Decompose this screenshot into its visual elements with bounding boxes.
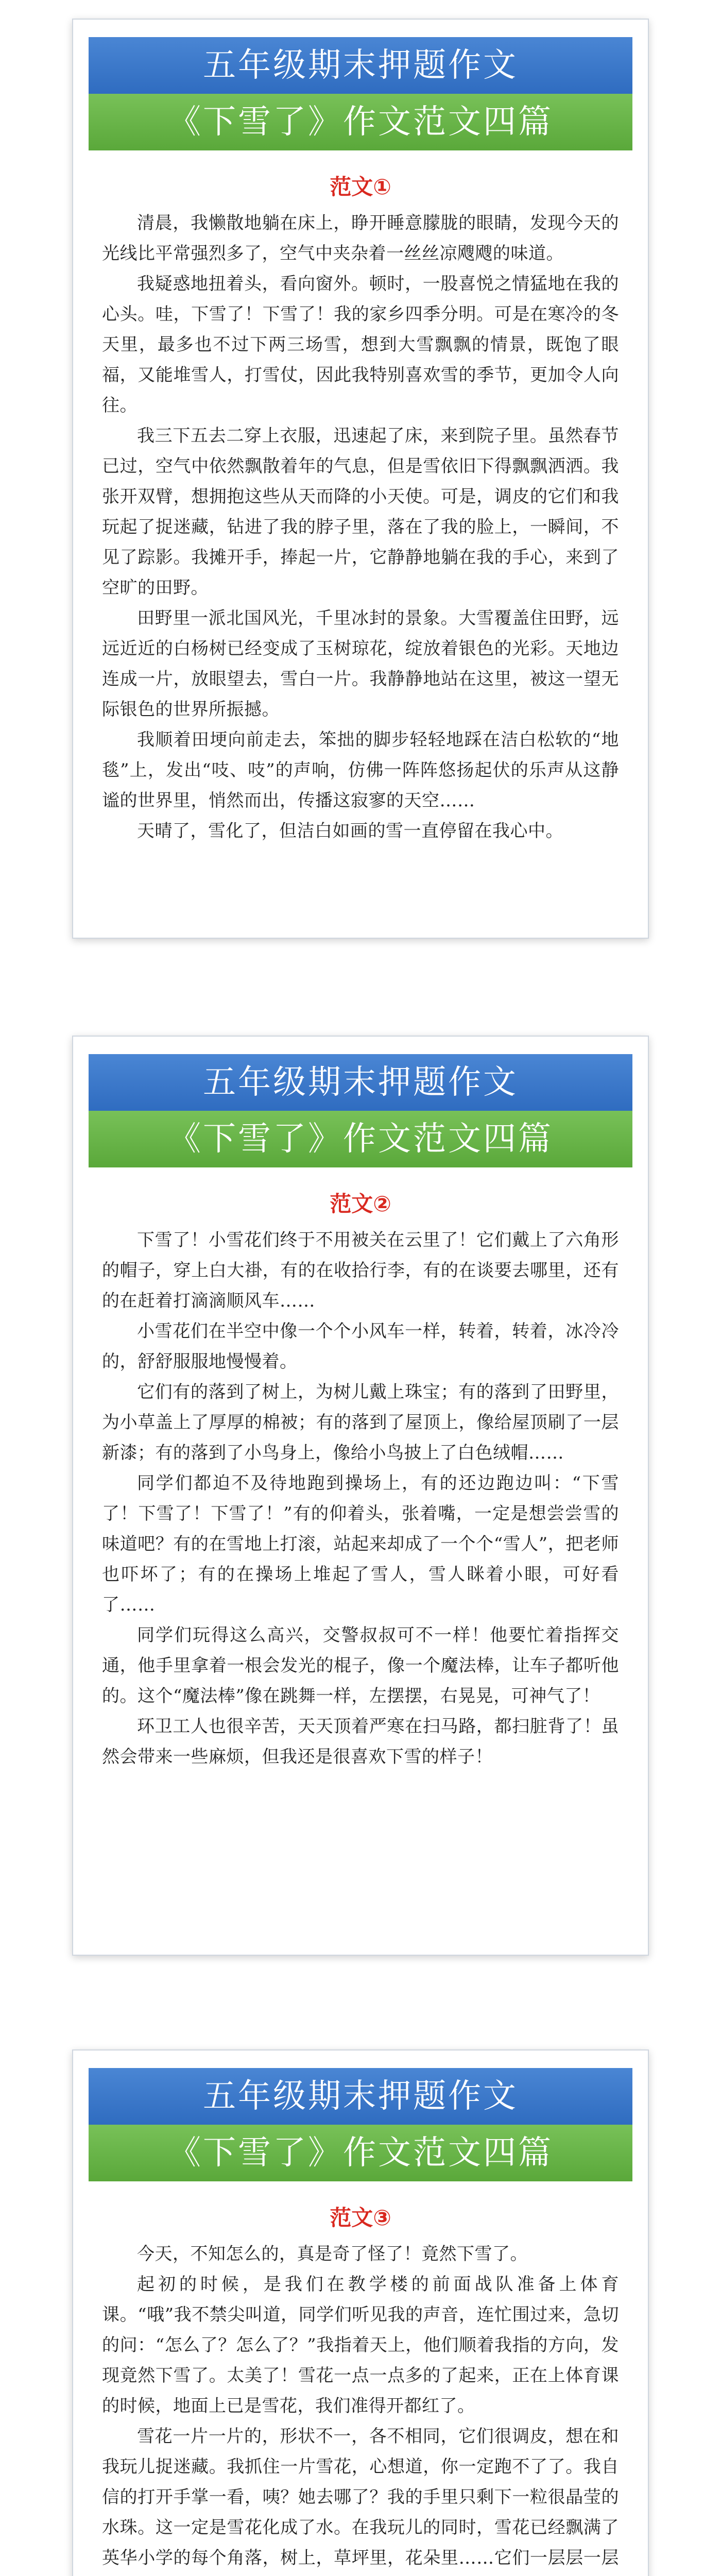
paragraph: 同学们都迫不及待地跑到操场上，有的还边跑边叫：“下雪了！下雪了！下雪了！”有的仰着头，张着嘴，一定是想尝尝雪的味道吧？有的在雪地上打滚，站起来却成了一个个“雪人”，把老师也吓坏了；有的在操场上堆起了雪人，雪人眯着小眼，可好看了…… [102,1473,619,1615]
title-banner: 五年级期末押题作文 [89,2068,632,2125]
essay-body [73,2239,648,2576]
title-banner: 五年级期末押题作文 [89,37,632,94]
essay-card-1 [72,19,649,939]
paragraph: 环卫工人也很辛苦，天天顶着严寒在扫马路，都扫脏背了！虽然会带来一些麻烦，但我还是很喜欢下雪的样子！ [102,1716,619,1767]
title-banner: 五年级期末押题作文 [89,1054,632,1111]
paragraph: 我三下五去二穿上衣服，迅速起了床，来到院子里。虽然春节已过，空气中依然飘散着年的气息，但是雪依旧下得飘飘洒洒。我张开双臂，想拥抱这些从天而降的小天使。可是，调皮的它们和我玩起了捉迷藏，钻进了我的脖子里，落在了我的脸上，一瞬间，不见了踪影。我摊开手，捧起一片，它静静地躺在我的手心，来到了空旷的田野。 [102,426,619,598]
paragraph: 雪花一片一片的，形状不一，各不相同，它们很调皮，想在和我玩儿捉迷藏。我抓住一片雪花，心想道，你一定跑不了了。我自信的打开手掌一看，咦？她去哪了？我的手里只剩下一粒很晶莹的水珠。这一定是雪花化成了水。在我玩儿的同时，雪花已经飘满了英华小学的每个角落，树上，草坪里，花朵里……它们一层层一层 [102,2426,619,2568]
paragraph: 清晨，我懒散地躺在床上，睁开睡意朦胧的眼睛，发现今天的光线比平常强烈多了，空气中夹杂着一丝丝凉飕飕的味道。 [102,213,619,264]
paragraph: 田野里一派北国风光，千里冰封的景象。大雪覆盖住田野，远远近近的白杨树已经变成了玉树琼花，绽放着银色的光彩。天地边连成一片，放眼望去，雪白一片。我静静地站在这里，被这一望无际银色的世界所振撼。 [102,608,619,720]
essay-label: 范文① [330,174,391,199]
paragraph: 天晴了，雪化了，但洁白如画的雪一直停留在我心中。 [137,821,563,841]
paragraph: 我顺着田埂向前走去，笨拙的脚步轻轻地踩在洁白松软的“地毯”上，发出“吱、吱”的声响，仿佛一阵阵悠扬起伏的乐声从这静谧的世界里，悄然而出，传播这寂寥的天空…… [102,730,619,811]
paragraph: 今天，不知怎么的，真是奇了怪了！竟然下雪了。 [137,2244,528,2264]
essay-label: 范文② [330,1191,391,1216]
essay-card-3 [72,2049,649,2576]
paragraph: 下雪了！小雪花们终于不用被关在云里了！它们戴上了六角形的帽子，穿上白大褂，有的在收拾行李，有的在谈要去哪里，还有的在赶着打滴滴顺风车…… [102,1230,619,1311]
subtitle-banner: 《下雪了》作文范文四篇 [89,2125,632,2181]
paragraph: 我疑惑地扭着头，看向窗外。顿时，一股喜悦之情猛地在我的心头。哇，下雪了！下雪了！我的家乡四季分明。可是在寒冷的冬天里，最多也不过下两三场雪，想到大雪飘飘的情景，既饱了眼福，又能堆雪人，打雪仗，因此我特别喜欢雪的季节，更加令人向往。 [102,274,619,416]
paragraph: 小雪花们在半空中像一个个小风车一样，转着，转着，冰冷冷的，舒舒服服地慢慢着。 [102,1321,619,1372]
subtitle-banner: 《下雪了》作文范文四篇 [89,94,632,150]
essay-card-2 [72,1036,649,1956]
paragraph: 它们有的落到了树上，为树儿戴上珠宝；有的落到了田野里，为小草盖上了厚厚的棉被；有的落到了屋顶上，像给屋顶刷了一层新漆；有的落到了小鸟身上，像给小鸟披上了白色绒帽…… [102,1382,619,1463]
essay-body [73,1225,648,1772]
paragraph: 同学们玩得这么高兴，交警叔叔可不一样！他要忙着指挥交通，他手里拿着一根会发光的棍子，像一个魔法棒，让车子都听他的。这个“魔法棒”像在跳舞一样，左摆摆，右晃晃，可神气了！ [102,1625,619,1706]
essay-body [73,208,648,846]
paragraph: 起初的时候，是我们在教学楼的前面战队准备上体育课。“哦”我不禁尖叫道，同学们听见我的声音，连忙围过来，急切的问：“怎么了？怎么了？”我指着天上，他们顺着我指的方向，发现竟然下雪了。太美了！雪花一点一点多的了起来，正在上体育课的时候，地面上已是雪花，我们准得开都红了。 [102,2274,619,2416]
subtitle-banner: 《下雪了》作文范文四篇 [89,1111,632,1167]
essay-label: 范文③ [330,2205,391,2230]
